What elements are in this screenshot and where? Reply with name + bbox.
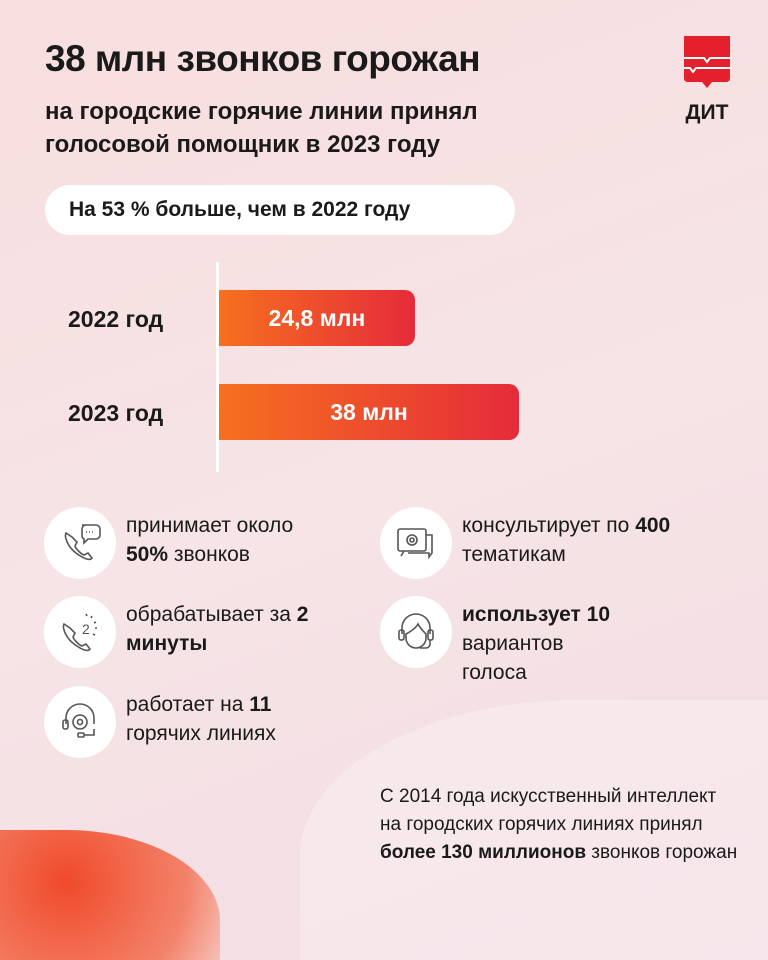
feature-item xyxy=(44,507,316,579)
bar-value-label: 38 млн xyxy=(330,398,408,425)
feature-highlight: 11 xyxy=(249,693,272,716)
feature-text: вариантов голоса xyxy=(462,632,564,684)
note-text: С 2014 года искусственный интеллект на городских горячих линиях принял xyxy=(380,786,717,835)
bar-value-label: 24,8 млн xyxy=(268,304,366,331)
logo-text: ДИТ xyxy=(685,101,729,124)
operator-headset-icon xyxy=(394,610,438,654)
page-subtitle: на городские горячие линии принял голосовой помощник в 2023 году xyxy=(45,98,478,158)
feature-item xyxy=(380,507,720,579)
feature-item xyxy=(44,596,316,668)
chat-gear-icon xyxy=(394,521,438,565)
feature-text: тематикам xyxy=(462,543,566,566)
svg-text:2: 2 xyxy=(82,621,90,637)
feature-item xyxy=(380,596,620,687)
bar-label-2023: 2023 год xyxy=(68,400,164,426)
phone-chat-icon xyxy=(58,521,102,565)
note-highlight: более 130 миллионов xyxy=(380,842,587,863)
page-title: 38 млн звонков горожан xyxy=(45,38,481,79)
dit-logo xyxy=(682,34,732,125)
note-text: звонков горожан xyxy=(591,842,738,863)
coat-of-arms-icon xyxy=(682,34,732,90)
headset-gear-icon xyxy=(58,700,102,744)
feature-text: горячих линиях xyxy=(126,722,276,745)
feature-text: консультирует по xyxy=(462,514,630,537)
summary-note xyxy=(380,783,740,867)
bar-label-2022: 2022 год xyxy=(68,306,164,332)
feature-highlight: 2 минуты xyxy=(126,603,309,655)
feature-highlight: 50% xyxy=(126,543,169,566)
feature-highlight: использует 10 xyxy=(462,603,611,626)
bar-2022 xyxy=(219,290,415,346)
growth-badge: На 53 % больше, чем в 2022 году xyxy=(45,185,515,235)
feature-text: звонков xyxy=(173,543,250,566)
feature-text: обрабатывает за xyxy=(126,603,291,626)
feature-highlight: 400 xyxy=(635,514,671,537)
bar-2023 xyxy=(219,384,519,440)
decorative-blob xyxy=(0,830,220,960)
feature-text: работает на xyxy=(126,693,244,716)
feature-item xyxy=(44,686,316,758)
feature-text: принимает около xyxy=(126,514,294,537)
phone-timer-icon xyxy=(58,610,102,654)
